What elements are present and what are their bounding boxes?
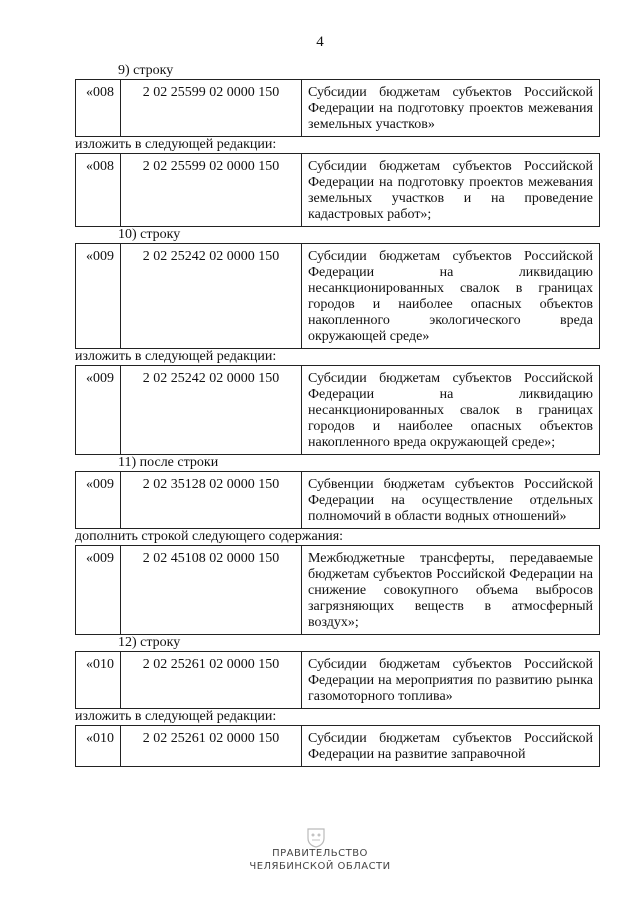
document-body xyxy=(75,63,600,767)
income-name-cell: Субсидии бюджетам субъектов Российской Федерации на мероприятия по развитию рынка газомоторного топлива» xyxy=(302,652,600,709)
classification-table xyxy=(75,651,600,709)
budget-code-cell: 2 02 25261 02 0000 150 xyxy=(121,652,302,709)
section-label: изложить в следующей редакции: xyxy=(75,349,277,364)
budget-code-cell: 2 02 45108 02 0000 150 xyxy=(121,546,302,635)
classification-table xyxy=(75,545,600,635)
income-name-cell: Субвенции бюджетам субъектов Российской Федерации на осуществление отдельных полномочий в области водных отношений» xyxy=(302,472,600,529)
income-name-cell: Межбюджетные трансферты, передаваемые бюджетам субъектов Российской Федерации на снижение совокупного объема выбросов загрязняющих веществ в атмосферный воздух»; xyxy=(302,546,600,635)
budget-code-cell: 2 02 25261 02 0000 150 xyxy=(121,726,302,767)
table-row xyxy=(76,154,600,227)
admin-code-cell: «008 xyxy=(76,80,121,137)
classification-table xyxy=(75,79,600,137)
admin-code-cell: «008 xyxy=(76,154,121,227)
classification-table xyxy=(75,471,600,529)
section-label: изложить в следующей редакции: xyxy=(75,137,277,152)
classification-table xyxy=(75,243,600,349)
section-label: 11) после строки xyxy=(118,455,219,470)
admin-code-cell: «009 xyxy=(76,472,121,529)
income-name-cell: Субсидии бюджетам субъектов Российской Федерации на подготовку проектов межевания земельных участков и на проведение кадастровых работ»; xyxy=(302,154,600,227)
income-name-cell: Субсидии бюджетам субъектов Российской Федерации на ликвидацию несанкционированных свалок в границах городов и наиболее опасных объектов накопленного экологического вреда окружающей среде» xyxy=(302,244,600,349)
budget-code-cell: 2 02 35128 02 0000 150 xyxy=(121,472,302,529)
income-name-cell: Субсидии бюджетам субъектов Российской Федерации на развитие заправочной xyxy=(302,726,600,767)
classification-table xyxy=(75,725,600,767)
page-number: 4 xyxy=(316,34,324,50)
section-label: 9) строку xyxy=(118,63,174,78)
classification-table xyxy=(75,365,600,455)
admin-code-cell: «010 xyxy=(76,652,121,709)
admin-code-cell: «009 xyxy=(76,244,121,349)
table-row xyxy=(76,244,600,349)
stamp-line-2: ЧЕЛЯБИНСКОЙ ОБЛАСТИ xyxy=(249,861,391,872)
admin-code-cell: «010 xyxy=(76,726,121,767)
budget-code-cell: 2 02 25242 02 0000 150 xyxy=(121,244,302,349)
income-name-cell: Субсидии бюджетам субъектов Российской Федерации на ликвидацию несанкционированных свалок в границах городов и наиболее опасных объектов накопленного вреда окружающей среде»; xyxy=(302,366,600,455)
section-label: 10) строку xyxy=(118,227,181,242)
classification-table xyxy=(75,153,600,227)
budget-code-cell: 2 02 25242 02 0000 150 xyxy=(121,366,302,455)
admin-code-cell: «009 xyxy=(76,366,121,455)
table-row xyxy=(76,546,600,635)
table-row xyxy=(76,366,600,455)
section-label: дополнить строкой следующего содержания: xyxy=(75,529,344,544)
stamp-line-1: ПРАВИТЕЛЬСТВО xyxy=(272,848,368,859)
table-row xyxy=(76,472,600,529)
table-row xyxy=(76,726,600,767)
coat-of-arms-emblem xyxy=(304,826,328,848)
section-label: 12) строку xyxy=(118,635,181,650)
budget-code-cell: 2 02 25599 02 0000 150 xyxy=(121,80,302,137)
income-name-cell: Субсидии бюджетам субъектов Российской Федерации на подготовку проектов межевания земельных участков» xyxy=(302,80,600,137)
table-row xyxy=(76,80,600,137)
section-label: изложить в следующей редакции: xyxy=(75,709,277,724)
table-row xyxy=(76,652,600,709)
budget-code-cell: 2 02 25599 02 0000 150 xyxy=(121,154,302,227)
admin-code-cell: «009 xyxy=(76,546,121,635)
